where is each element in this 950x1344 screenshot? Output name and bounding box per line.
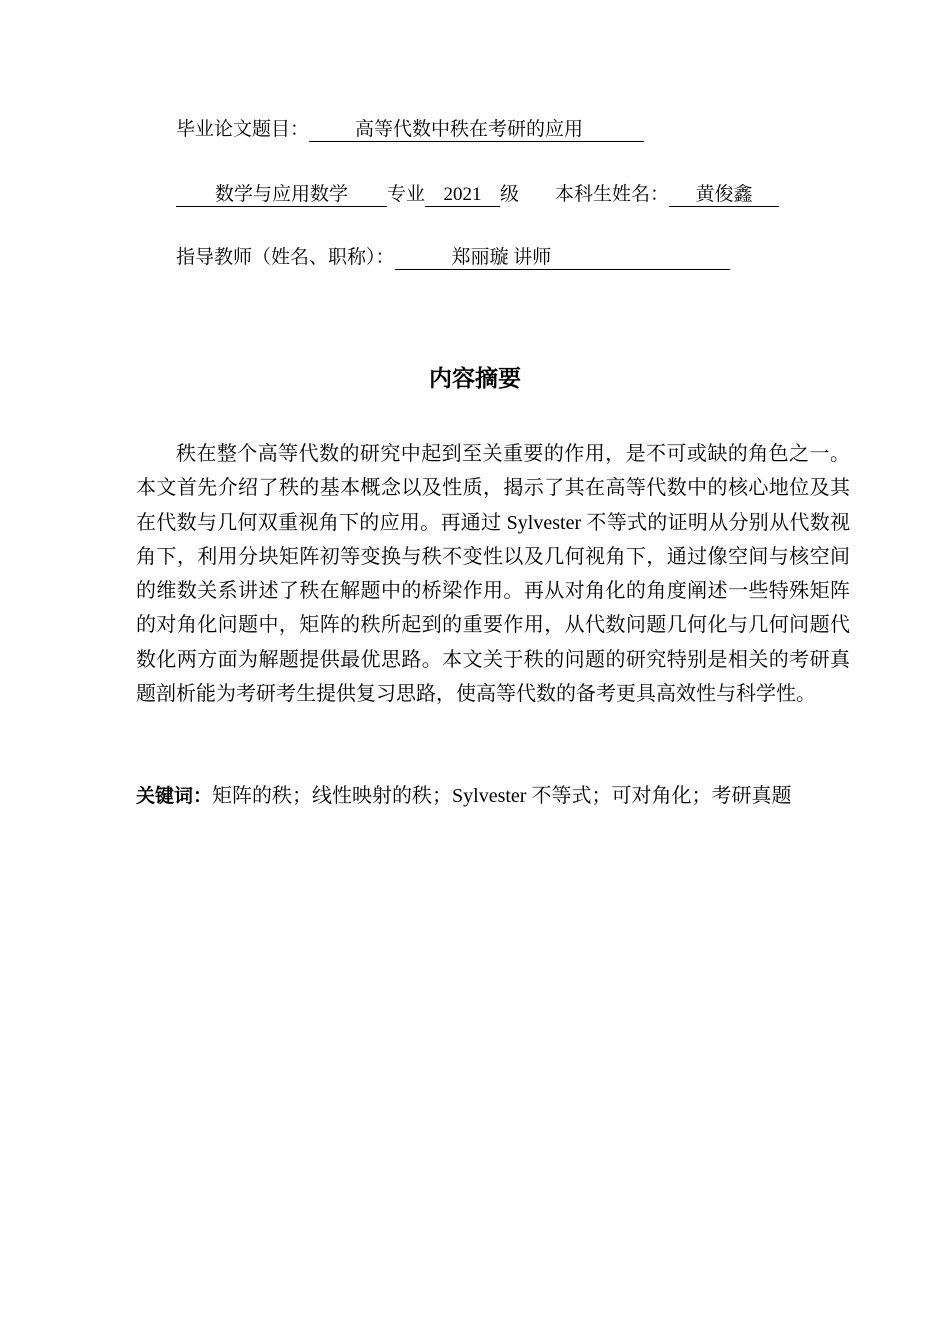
major-grade-name-line [176,182,779,208]
student-name-label: 本科生姓名： [555,184,670,205]
abstract-title: 内容摘要 [429,366,521,392]
major-label: 专业 [387,184,426,205]
thesis-title-line [176,117,644,143]
student-name-value: 黄俊鑫 [669,184,779,207]
grade-label: 级 [500,184,520,205]
advisor-label: 指导教师（姓名、职称）： [176,247,395,268]
thesis-title-value: 高等代数中秩在考研的应用 [309,119,644,142]
thesis-title-label: 毕业论文题目： [176,119,310,140]
keywords-paragraph [136,778,850,814]
grade-value: 2021 [425,184,500,207]
advisor-value: 郑丽璇 讲师 [395,247,730,270]
major-value: 数学与应用数学 [176,184,387,207]
abstract-body: 秩在整个高等代数的研究中起到至关重要的作用，是不可或缺的角色之一。本文首先介绍了秩的基本概念以及性质，揭示了其在高等代数中的核心地位及其在代数与几何双重视角下的应用。再通过 Sylvester 不等式的证明从分别从代数视角下，利用分块矩阵初等变换与秩不变性以及几何视角下，通过像空间与核空间的维数关系讲述了秩在解题中的桥梁作用。再从对角化的角度阐述一些特殊矩阵的对角化问题中，矩阵的秩所起到的重要作用，从代数问题几何化与几何问题代数化两方面为解题提供最优思路。本文关于秩的问题的研究特别是相关的考研真题剖析能为考研考生提供复习思路，使高等代数的备考更具高效性与科学性。 [136,443,850,706]
keywords-label: 关键词： [136,785,213,807]
advisor-line [176,245,730,271]
keywords-text: 矩阵的秩；线性映射的秩；Sylvester 不等式；可对角化；考研真题 [212,785,792,807]
